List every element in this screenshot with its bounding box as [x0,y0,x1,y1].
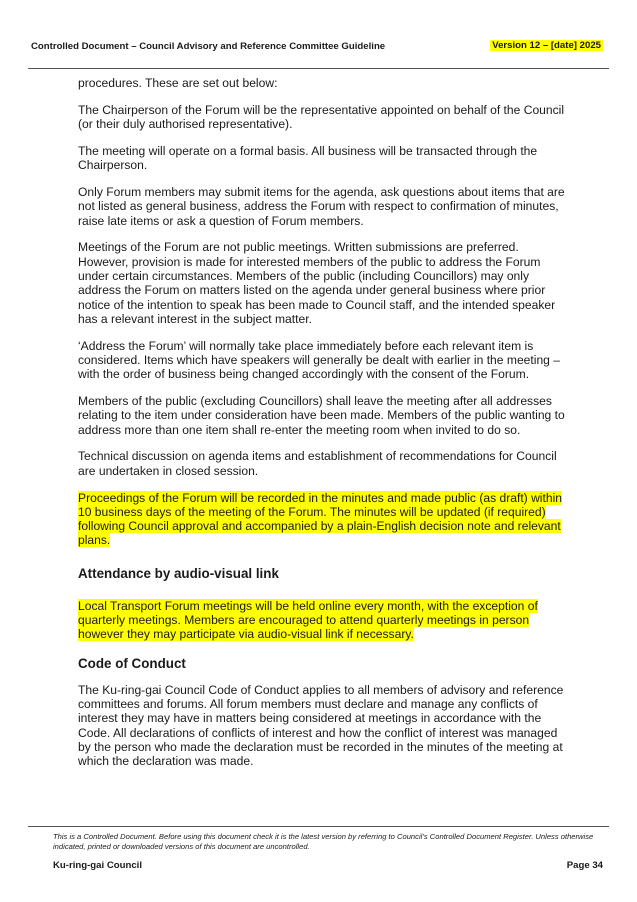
page-footer [28,826,609,871]
paragraph-code-of-conduct: The Ku-ring-gai Council Code of Conduct applies to all members of advisory and reference committees and forums. All forum members must declare and manage any conflicts of interest they may have in matters being considered at meetings in accordance with the Code. All declarations of conflicts of interest and how the conflict of interest was managed by the person who made the declaration must be recorded in the minutes of the meeting at which the declaration was made. [78,682,564,769]
paragraph-formal-basis: The meeting will operate on a formal basis. All business will be transacted through the Chairperson. [78,143,538,173]
paragraph-public-meetings: Meetings of the Forum are not public meetings. Written submissions are preferred. However, provision is made for interested members of the public to address the Forum under certain circumstances. Members of the public (including Councillors) may only address the Forum on matters listed on the agenda under general business where prior notice of the intention to speak has been made to Council staff, and the intended speaker has a relevant interest in the subject matter. [78,240,556,326]
controlled-document-notice: This is a Controlled Document. Before using this document check it is the latest version by referring to Council’s Controlled Document Register. Unless otherwise indicated, printed or downloaded versions of this document are uncontrolled. [53,832,594,851]
page-body [78,76,566,781]
paragraph-agenda-items: Only Forum members may submit items for the agenda, ask questions about items that are not listed as general business, address the Forum with respect to confirmation of minutes, raise late items or ask a question of Forum members. [78,184,565,228]
highlight-online-meetings: Local Transport Forum meetings will be held online every month, with the exception of quarterly meetings. Members are encouraged to attend quarterly meetings in person however they may participate via audio-visual link if necessary. [78,598,538,642]
paragraph-proceedings [78,491,566,548]
highlight-proceedings: Proceedings of the Forum will be recorded in the minutes and made public (as draft) within 10 business days of the meeting of the Forum. The minutes will be updated (if required) following Council approval and accompanied by a plain-English decision note and relevant plans. [78,490,562,548]
heading-attendance: Attendance by audio-visual link [78,565,279,581]
organisation-name: Ku-ring-gai Council [53,860,142,871]
paragraph-online-meetings [78,599,566,642]
paragraph-address-forum: ‘Address the Forum’ will normally take place immediately before each relevant item is considered. Items which have speakers will generally be dealt with earlier in the meeting – with the order of business being changed accordingly with the consent of the Forum. [78,338,560,382]
paragraph-leave-meeting: Members of the public (excluding Councillors) shall leave the meeting after all addresses relating to the item under consideration have been made. Members of the public wanting to address more than one item shall re-enter the meeting room when invited to do so. [78,394,565,437]
paragraph-procedures: procedures. These are set out below: [78,76,278,90]
page-number: Page 34 [566,860,603,871]
heading-code-of-conduct: Code of Conduct [78,655,186,671]
version-badge: Version 12 – [date] 2025 [492,40,601,51]
paragraph-chairperson: The Chairperson of the Forum will be the representative appointed on behalf of the Council (or their duly authorised representative). [78,102,565,132]
paragraph-closed-session: Technical discussion on agenda items and establishment of recommendations for Council are undertaken in closed session. [78,449,557,478]
document-title: Controlled Document – Council Advisory and Reference Committee Guideline [31,41,386,52]
page-header [28,36,609,69]
